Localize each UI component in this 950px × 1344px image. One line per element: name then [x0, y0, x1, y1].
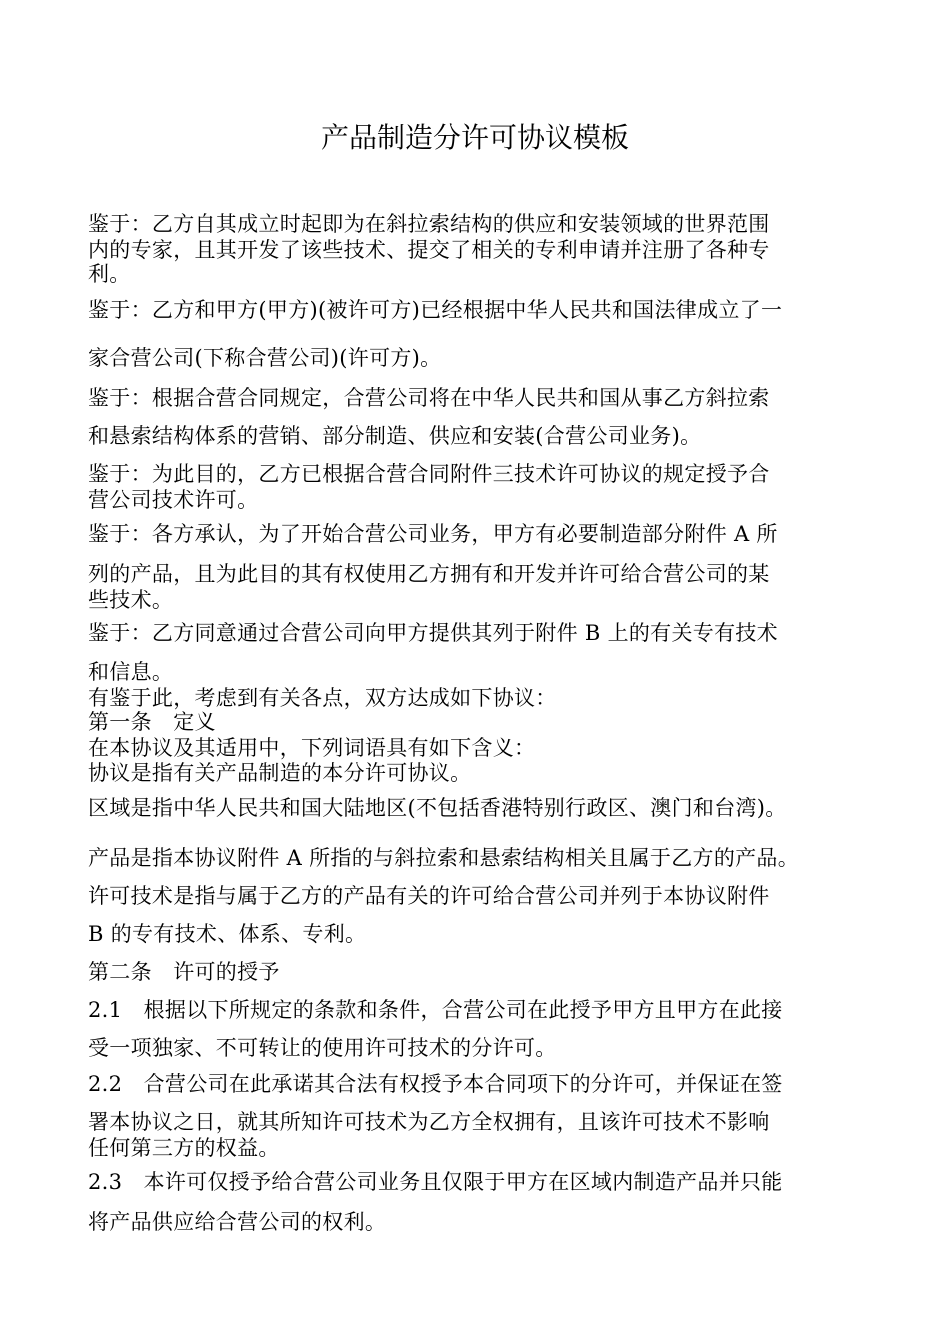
paragraph-line: 有鉴于此，考虑到有关各点，双方达成如下协议：	[88, 686, 557, 710]
paragraph-line: 鉴于：为此目的，乙方已根据合营合同附件三技术许可协议的规定授予合	[88, 462, 770, 486]
paragraph-line: 署本协议之日，就其所知许可技术为乙方全权拥有，且该许可技术不影响	[88, 1110, 770, 1134]
section-heading: 第二条 许可的授予	[88, 960, 280, 984]
paragraph-line: 和信息。	[88, 660, 174, 684]
document-title: 产品制造分许可协议模板	[320, 121, 629, 154]
paragraph-line: 鉴于：根据合营合同规定，合营公司将在中华人民共和国从事乙方斜拉索	[88, 386, 770, 410]
paragraph-line: 列的产品，且为此目的其有权使用乙方拥有和开发并许可给合营公司的某	[88, 562, 770, 586]
paragraph-line: 内的专家，且其开发了该些技术、提交了相关的专利申请并注册了各种专	[88, 238, 770, 262]
paragraph-line: 营公司技术许可。	[88, 488, 259, 512]
paragraph-line: 任何第三方的权益。	[88, 1136, 280, 1160]
paragraph-line: 家合营公司(下称合营公司)(许可方)。	[88, 346, 442, 370]
paragraph-line: 鉴于：乙方同意通过合营公司向甲方提供其列于附件 B 上的有关专有技术	[88, 621, 778, 645]
section-heading: 第一条 定义	[88, 710, 216, 734]
paragraph-line: 受一项独家、不可转让的使用许可技术的分许可。	[88, 1036, 557, 1060]
paragraph-line: 协议是指有关产品制造的本分许可协议。	[88, 761, 472, 785]
paragraph-line: 2.1 根据以下所规定的条款和条件，合营公司在此授予甲方且甲方在此接	[88, 998, 783, 1022]
paragraph-line: 利。	[88, 262, 131, 286]
paragraph-line: 将产品供应给合营公司的权利。	[88, 1210, 387, 1234]
paragraph-line: B 的专有技术、体系、专利。	[88, 922, 367, 946]
paragraph-line: 2.3 本许可仅授予给合营公司业务且仅限于甲方在区域内制造产品并只能	[88, 1170, 783, 1194]
paragraph-line: 在本协议及其适用中，下列词语具有如下含义：	[88, 736, 536, 760]
paragraph-line: 些技术。	[88, 588, 174, 612]
paragraph-line: 鉴于：各方承认，为了开始合营公司业务，甲方有必要制造部分附件 A 所	[88, 522, 778, 546]
paragraph-line: 和悬索结构体系的营销、部分制造、供应和安装(合营公司业务)。	[88, 424, 702, 448]
paragraph-line: 鉴于：乙方自其成立时起即为在斜拉索结构的供应和安装领域的世界范围	[88, 212, 770, 236]
paragraph-line: 产品是指本协议附件 A 所指的与斜拉索和悬索结构相关且属于乙方的产品。	[88, 846, 800, 870]
paragraph-line: 许可技术是指与属于乙方的产品有关的许可给合营公司并列于本协议附件	[88, 884, 770, 908]
paragraph-line: 区域是指中华人民共和国大陆地区(不包括香港特别行政区、澳门和台湾)。	[88, 796, 787, 820]
paragraph-line: 鉴于：乙方和甲方(甲方)(被许可方)已经根据中华人民共和国法律成立了一	[88, 298, 783, 322]
paragraph-line: 2.2 合营公司在此承诺其合法有权授予本合同项下的分许可，并保证在签	[88, 1072, 783, 1096]
